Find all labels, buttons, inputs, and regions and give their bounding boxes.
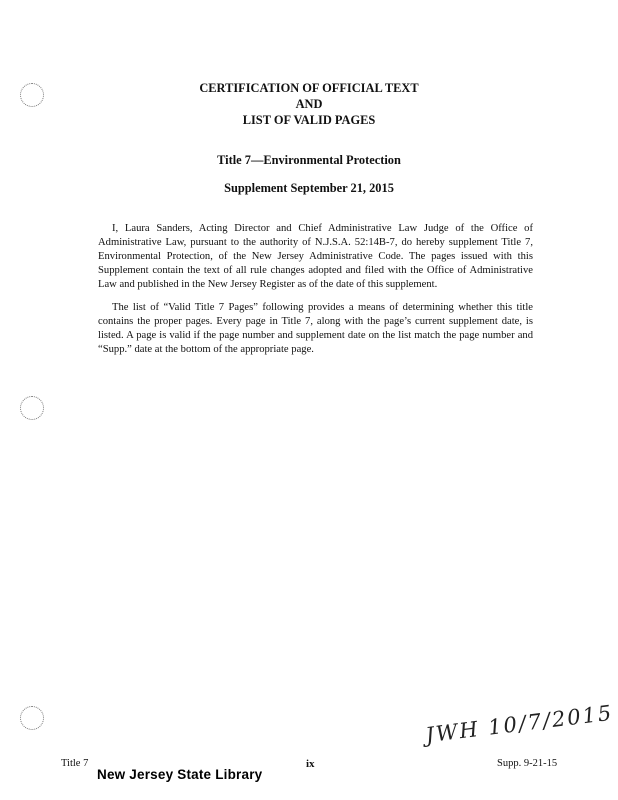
title-line-2: AND: [295, 97, 323, 111]
title-line-1: CERTIFICATION OF OFFICIAL TEXT: [199, 81, 419, 95]
certification-paragraph: I, Laura Sanders, Acting Director and Chief Administrative Law Judge of the Office of Administrative Law, pursuant to the authority of N.J.S.A. 52:14B-7, do hereby supplement Title 7, Environmental Protection, of the New Jersey Administrative Code. The pages issued with this Supplement contain the text of all rule changes adopted and filed with the Office of Administrative Law and published in the New Jersey Register as of the date of this supplement.: [98, 223, 533, 290]
supplement-date-heading: Supplement September 21, 2015: [224, 181, 394, 195]
valid-pages-paragraph: The list of “Valid Title 7 Pages” following provides a means of determining whether this title contains the proper pages. Every page in Title 7, along with the page’s current supplement date, is listed. A page is valid if the page number and supplement date on the list match the page number and “Supp.” date at the bottom of the appropriate page.: [98, 302, 533, 355]
certification-title: [0, 80, 618, 128]
binder-hole-middle: [20, 396, 44, 420]
binder-hole-bottom: [20, 706, 44, 730]
handwritten-initials-date: JWH 10/7/2015: [424, 700, 615, 748]
library-stamp: New Jersey State Library: [97, 767, 263, 782]
footer-page-number: ix: [306, 758, 315, 770]
footer-title: Title 7: [61, 758, 89, 769]
footer-supplement: Supp. 9-21-15: [497, 758, 558, 769]
title-subject: Title 7—Environmental Protection: [217, 153, 401, 167]
title-line-3: LIST OF VALID PAGES: [242, 113, 376, 127]
